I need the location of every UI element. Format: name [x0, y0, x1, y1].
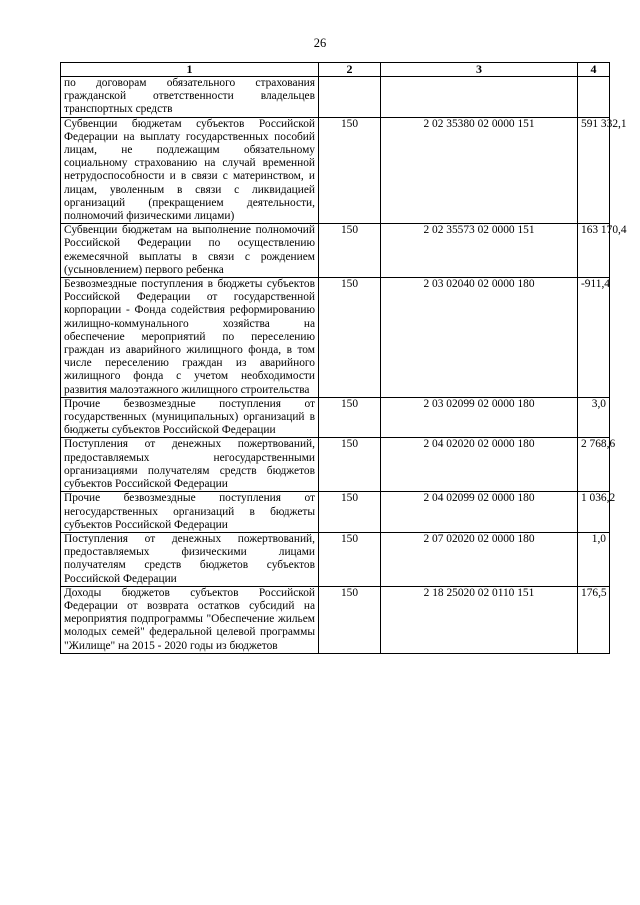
- table-row: [61, 224, 610, 278]
- admin-code: 150: [319, 532, 381, 586]
- admin-code: 150: [319, 224, 381, 278]
- revenue-name: Субвенции бюджетам субъектов Российской Федерации на выплату государственных пособий лицам, не подлежащим обязательному социальному страхованию на случай временной нетрудоспособности и в связи с материнством, и лицам, уволенным в связи с ликвидацией организаций (прекращением деятельности, полномочий физическими лицами): [61, 117, 319, 224]
- revenue-name: Доходы бюджетов субъектов Российской Федерации от возврата остатков субсидий на мероприятия подпрограммы "Обеспечение жильем молодых семей" федеральной целевой программы "Жилище" на 2015 - 2020 годы из бюджетов: [61, 586, 319, 653]
- table-row: [61, 397, 610, 438]
- amount: 163 170,4: [578, 224, 610, 278]
- revenue-name: Поступления от денежных пожертвований, предоставляемых физическими лицами получателям средств бюджетов субъектов Российской Федерации: [61, 532, 319, 586]
- page-number: 26: [313, 36, 327, 50]
- column-header-4: 4: [578, 63, 610, 77]
- column-header-3: 3: [381, 63, 578, 77]
- table-row: [61, 532, 610, 586]
- income-code: 2 18 25020 02 0110 151: [381, 586, 578, 653]
- table-row: [61, 492, 610, 533]
- income-code: 2 03 02099 02 0000 180: [381, 397, 578, 438]
- column-header-1: 1: [61, 63, 319, 77]
- revenue-name: Субвенции бюджетам на выполнение полномочий Российской Федерации по осуществлению ежемесячной выплаты в связи с рождением (усыновлением) первого ребенка: [61, 224, 319, 278]
- income-code: 2 07 02020 02 0000 180: [381, 532, 578, 586]
- admin-code: 150: [319, 117, 381, 224]
- amount: [578, 77, 610, 118]
- admin-code: 150: [319, 586, 381, 653]
- revenue-name: Прочие безвозмездные поступления от негосударственных организаций в бюджеты субъектов Российской Федерации: [61, 492, 319, 533]
- amount: 3,0: [578, 397, 610, 438]
- table-row: [61, 117, 610, 224]
- revenue-name: Безвозмездные поступления в бюджеты субъектов Российской Федерации от государственной корпорации - Фонда содействия реформированию жилищно-коммунального хозяйства на обеспечение мероприятий по переселению граждан из аварийного жилищного фонда, в том числе переселению граждан из аварийного жилищного фонда с учетом необходимости развития малоэтажного жилищного строительства: [61, 278, 319, 398]
- amount: 591 332,1: [578, 117, 610, 224]
- admin-code: [319, 77, 381, 118]
- budget-revenue-table: [60, 62, 627, 654]
- income-code: 2 02 35380 02 0000 151: [381, 117, 578, 224]
- admin-code: 150: [319, 278, 381, 398]
- income-code: 2 04 02099 02 0000 180: [381, 492, 578, 533]
- admin-code: 150: [319, 397, 381, 438]
- revenue-name: Прочие безвозмездные поступления от государственных (муниципальных) организаций в бюджеты субъектов Российской Федерации: [61, 397, 319, 438]
- admin-code: 150: [319, 438, 381, 492]
- table-header-row: [61, 63, 610, 77]
- amount: -911,4: [578, 278, 610, 398]
- table-row: [61, 77, 610, 118]
- column-header-2: 2: [319, 63, 381, 77]
- amount: 1 036,2: [578, 492, 610, 533]
- table-row: [61, 438, 610, 492]
- revenue-name: по договорам обязательного страхования гражданской ответственности владельцев транспортных средств: [61, 77, 319, 118]
- table-row: [61, 278, 610, 398]
- amount: 176,5: [578, 586, 610, 653]
- income-code: 2 03 02040 02 0000 180: [381, 278, 578, 398]
- income-code: 2 04 02020 02 0000 180: [381, 438, 578, 492]
- table-row: [61, 586, 610, 653]
- admin-code: 150: [319, 492, 381, 533]
- income-code: [381, 77, 578, 118]
- amount: 2 768,6: [578, 438, 610, 492]
- income-code: 2 02 35573 02 0000 151: [381, 224, 578, 278]
- amount: 1,0: [578, 532, 610, 586]
- revenue-name: Поступления от денежных пожертвований, предоставляемых негосударственными организациями получателям средств бюджетов субъектов Российской Федерации: [61, 438, 319, 492]
